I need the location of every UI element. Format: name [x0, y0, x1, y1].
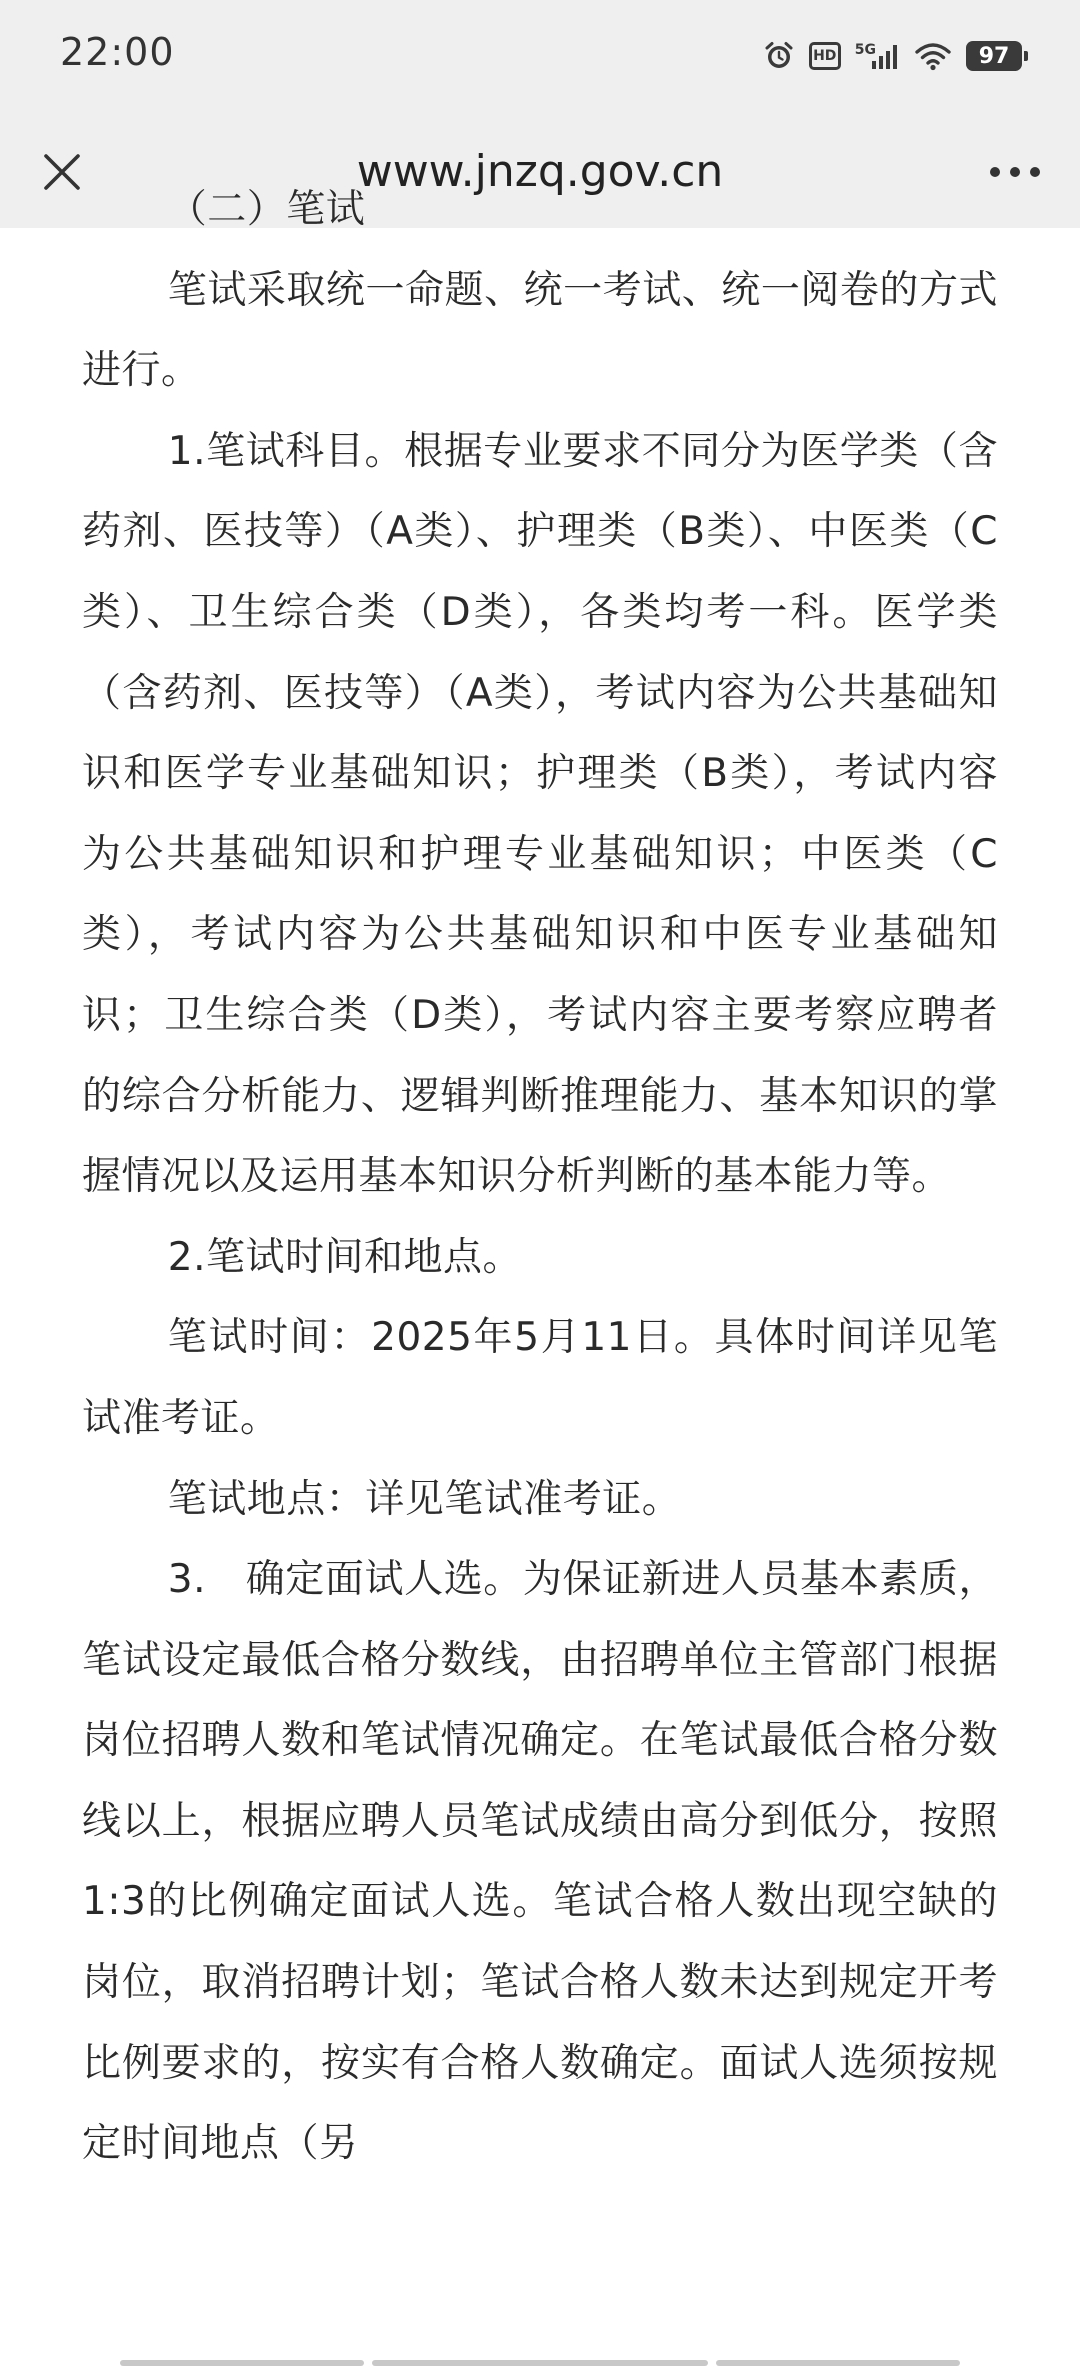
- status-icons: [763, 36, 1022, 76]
- article-paragraph: 3. 确定面试人选。为保证新进人员基本素质，笔试设定最低合格分数线，由招聘单位主管部门根据岗位招聘人数和笔试情况确定。在笔试最低合格分数线以上，根据应聘人员笔试成绩由高分到低分，按照1:3的比例确定面试人选。笔试合格人数出现空缺的岗位，取消招聘计划；笔试合格人数未达到规定开考比例要求的，按实有合格人数确定。面试人选须按规定时间地点（另: [82, 1557, 998, 2167]
- status-time: 22:00: [60, 30, 175, 74]
- page-url: www.jnzq.gov.cn: [356, 146, 724, 197]
- scroll-indicator: [0, 2360, 1080, 2368]
- battery-icon: 97: [966, 41, 1022, 71]
- scroll-segment: [120, 2360, 364, 2366]
- signal-5g-icon: [855, 41, 900, 71]
- article-paragraph: 笔试地点：详见笔试准考证。: [167, 1476, 682, 1522]
- alarm-icon: [763, 40, 795, 72]
- article-body: [82, 170, 998, 2185]
- scroll-segment: [716, 2360, 960, 2366]
- status-bar: [0, 0, 1080, 116]
- page-content[interactable]: [0, 187, 1080, 2348]
- article-paragraph: 2.笔试时间和地点。: [167, 1234, 523, 1280]
- scroll-segment: [372, 2360, 708, 2366]
- wifi-icon: [914, 41, 952, 71]
- article-paragraph: 1.笔试科目。根据专业要求不同分为医学类（含药剂、医技等）（A类）、护理类（B类）、中医类（C类）、卫生综合类（D类），各类均考一科。医学类（含药剂、医技等）（A类），考试内容为公共基础知识和医学专业基础知识；护理类（B类），考试内容为公共基础知识和护理专业基础知识；中医类（C类），考试内容为公共基础知识和中医专业基础知识；卫生综合类（D类），考试内容主要考察应聘者的综合分析能力、逻辑判断推理能力、基本知识的掌握情况以及运用基本知识分析判断的基本能力等。: [82, 428, 998, 1200]
- article-paragraph: 笔试采取统一命题、统一考试、统一阅卷的方式进行。: [82, 267, 998, 394]
- hd-badge: HD: [809, 42, 841, 70]
- partial-heading: （二）笔试: [167, 187, 366, 232]
- network-label: 5G: [854, 42, 876, 58]
- article-paragraph: 笔试时间：2025年5月11日。具体时间详见笔试准考证。: [82, 1315, 998, 1441]
